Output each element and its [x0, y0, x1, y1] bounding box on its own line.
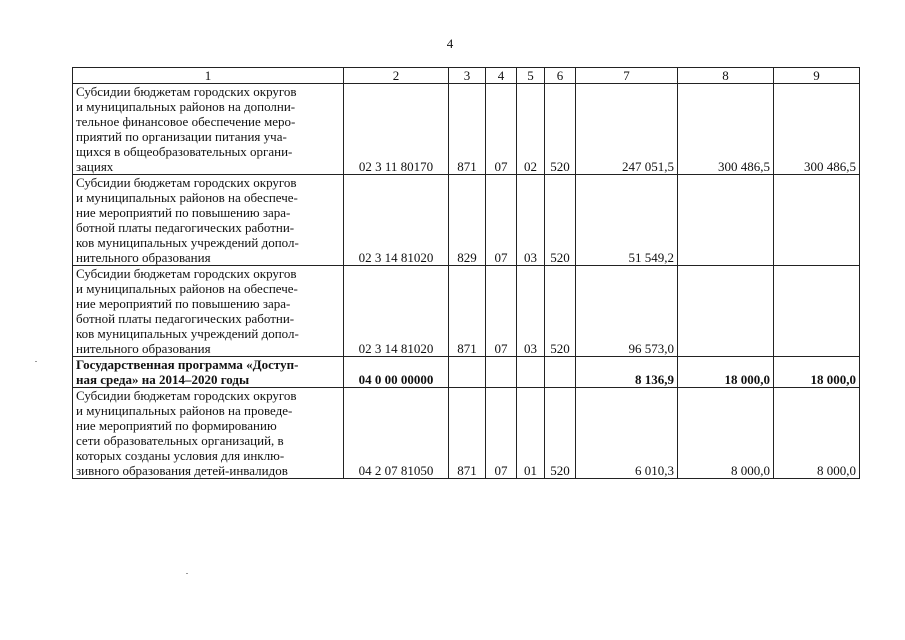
row-col3-cell: 871 — [449, 388, 486, 479]
row-name-cell: Субсидии бюджетам городских округов и муниципальных районов на проведе- ние мероприятий по формированию сети образовательных организаций, в которых созданы условия для инклю- зивного образования детей-инвалидов — [73, 388, 344, 479]
row-name-cell: Государственная программа «Доступ- ная среда» на 2014–2020 годы — [73, 357, 344, 388]
row-col4-cell: 07 — [486, 84, 517, 175]
row-col9-cell: 300 486,5 — [774, 84, 860, 175]
row-col6-cell: 520 — [545, 175, 576, 266]
header-cell-8: 8 — [678, 68, 774, 84]
row-col9-cell: 8 000,0 — [774, 388, 860, 479]
table-header-row — [73, 68, 860, 84]
row-col5-cell: 03 — [517, 266, 545, 357]
row-col4-cell: 07 — [486, 175, 517, 266]
row-col9-cell — [774, 175, 860, 266]
row-col6-cell — [545, 357, 576, 388]
row-code-cell: 02 3 14 81020 — [344, 266, 449, 357]
table-row — [73, 175, 860, 266]
row-col5-cell: 02 — [517, 84, 545, 175]
header-cell-9: 9 — [774, 68, 860, 84]
row-col3-cell: 871 — [449, 266, 486, 357]
header-cell-7: 7 — [576, 68, 678, 84]
row-col8-cell: 300 486,5 — [678, 84, 774, 175]
row-code-cell: 04 2 07 81050 — [344, 388, 449, 479]
row-col5-cell: 03 — [517, 175, 545, 266]
row-col8-cell: 18 000,0 — [678, 357, 774, 388]
row-code-cell: 02 3 14 81020 — [344, 175, 449, 266]
header-cell-5: 5 — [517, 68, 545, 84]
row-col3-cell — [449, 357, 486, 388]
table-body — [73, 68, 860, 479]
row-col3-cell: 871 — [449, 84, 486, 175]
row-col5-cell: 01 — [517, 388, 545, 479]
row-col6-cell: 520 — [545, 388, 576, 479]
row-code-cell: 04 0 00 00000 — [344, 357, 449, 388]
row-col4-cell: 07 — [486, 388, 517, 479]
row-col6-cell: 520 — [545, 266, 576, 357]
row-col9-cell: 18 000,0 — [774, 357, 860, 388]
row-col9-cell — [774, 266, 860, 357]
header-cell-2: 2 — [344, 68, 449, 84]
table-row — [73, 357, 860, 388]
page-number: 4 — [446, 36, 454, 51]
header-cell-3: 3 — [449, 68, 486, 84]
table-row — [73, 84, 860, 175]
header-cell-6: 6 — [545, 68, 576, 84]
budget-table — [72, 67, 860, 479]
row-col4-cell — [486, 357, 517, 388]
row-name-cell: Субсидии бюджетам городских округов и муниципальных районов на дополни- тельное финансовое обеспечение меро- приятий по организации питания уча- щихся в общеобразовательных органи- зациях — [73, 84, 344, 175]
header-cell-1: 1 — [73, 68, 344, 84]
row-col7-cell: 96 573,0 — [576, 266, 678, 357]
row-col7-cell: 6 010,3 — [576, 388, 678, 479]
scan-speck — [186, 573, 188, 574]
row-col8-cell: 8 000,0 — [678, 388, 774, 479]
scan-speck — [35, 361, 37, 362]
row-col5-cell — [517, 357, 545, 388]
table-row — [73, 388, 860, 479]
row-col7-cell: 8 136,9 — [576, 357, 678, 388]
row-col4-cell: 07 — [486, 266, 517, 357]
header-cell-4: 4 — [486, 68, 517, 84]
row-col7-cell: 247 051,5 — [576, 84, 678, 175]
row-col8-cell — [678, 266, 774, 357]
table-row — [73, 266, 860, 357]
row-col6-cell: 520 — [545, 84, 576, 175]
row-col3-cell: 829 — [449, 175, 486, 266]
row-code-cell: 02 3 11 80170 — [344, 84, 449, 175]
row-col8-cell — [678, 175, 774, 266]
row-name-cell: Субсидии бюджетам городских округов и муниципальных районов на обеспече- ние мероприятий по повышению зара- ботной платы педагогических работни- ков муниципальных учреждений допол- нительного образования — [73, 175, 344, 266]
row-col7-cell: 51 549,2 — [576, 175, 678, 266]
row-name-cell: Субсидии бюджетам городских округов и муниципальных районов на обеспече- ние мероприятий по повышению зара- ботной платы педагогических работни- ков муниципальных учреждений допол- нительного образования — [73, 266, 344, 357]
